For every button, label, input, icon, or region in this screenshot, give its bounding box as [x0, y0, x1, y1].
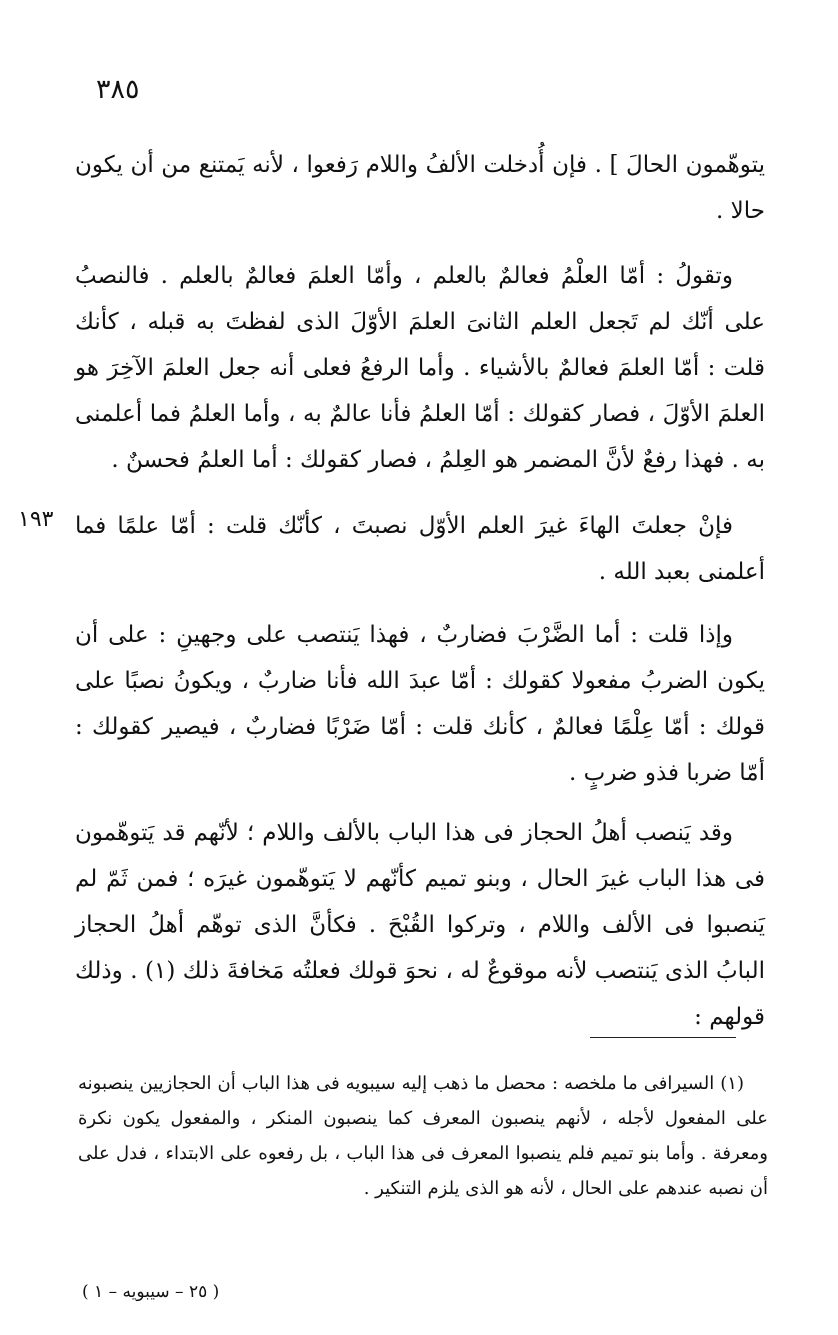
paragraph-1: [75, 142, 765, 234]
paragraph-4: [75, 612, 765, 796]
paragraph-1-text: يتوهّمون الحالَ ] . فإن أُدخلت الألفُ واللام رَفعوا ، لأنه يَمتنع من أن يكون حالا .: [75, 152, 765, 224]
paragraph-5-text: وقد يَنصب أهلُ الحجاز فى هذا الباب بالألف واللام ؛ لأنّهم قد يَتوهّمون فى هذا الباب غيرَ الحال ، وبنو تميم كأنّهم لا يَتوهّمون غيرَه ؛ فمن ثَمّ لم يَنصبوا فى الألف واللام ، وتركوا القُبْحَ . فكأنَّ الذى توهّم أهلُ الحجاز البابُ الذى يَنتصب لأنه موقوعٌ له ، نحوَ قولك فعلتُه مَخافةَ ذلك (١) . وذلك قولهم :: [75, 820, 765, 1030]
margin-page-reference: ١٩٣: [18, 507, 54, 532]
page-number: ٣٨٥: [96, 74, 140, 105]
paragraph-2-text: وتقولُ : أمّا العلْمُ فعالمٌ بالعلم ، وأمّا العلمَ فعالمٌ بالعلم . فالنصبُ على أنّك لم تَجعل العلم الثانىَ العلمَ الأوّلَ الذى لفظتَ به قبله ، كأنك قلت : أمّا العلمَ فعالمٌ بالأشياء . وأما الرفعُ فعلى أنه جعل العلمَ الآخِرَ هو العلمَ الأوّلَ ، فصار كقولك : أمّا العلمُ فأنا عالمٌ به ، وأما العلمُ فما أعلمنى به . فهذا رفعٌ لأنَّ المضمر هو العِلمُ ، فصار كقولك : أما العلمُ فحسنٌ .: [75, 263, 765, 473]
paragraph-3: [75, 503, 765, 595]
footnote: [78, 1066, 768, 1206]
footnote-divider: [590, 1037, 736, 1038]
paragraph-2: [75, 253, 765, 483]
paragraph-5: [75, 810, 765, 1040]
paragraph-4-text: وإذا قلت : أما الضَّرْبَ فضاربٌ ، فهذا يَنتصب على وجهينِ : على أن يكون الضربُ مفعولا كقولك : أمّا عبدَ الله فأنا ضاربٌ ، ويكونُ نصبًا على قولك : أمّا عِلْمًا فعالمٌ ، كأنك قلت : أمّا ضَرْبًا فضاربٌ ، فيصير كقولك : أمّا ضربا فذو ضربٍ .: [75, 622, 765, 786]
printer-signature: ( ٢٥ – سيبويه – ١ ): [82, 1282, 220, 1302]
paragraph-3-text: فإنْ جعلتَ الهاءَ غيرَ العلم الأوّل نصبتَ ، كأنّك قلت : أمّا علمًا فما أعلمنى بعبد الله .: [75, 513, 765, 585]
footnote-text: (١) السيرافى ما ملخصه : محصل ما ذهب إليه سيبويه فى هذا الباب أن الحجازيين ينصبونه على المفعول لأجله ، لأنهم ينصبون المعرف كما ينصبون المنكر ، والمفعول يكون نكرة ومعرفة . وأما بنو تميم فلم ينصبوا المعرف فى هذا الباب ، بل رفعوه على الابتداء ، فدل على أن نصبه عندهم على الحال ، لأنه هو الذى يلزم التنكير .: [78, 1073, 768, 1199]
